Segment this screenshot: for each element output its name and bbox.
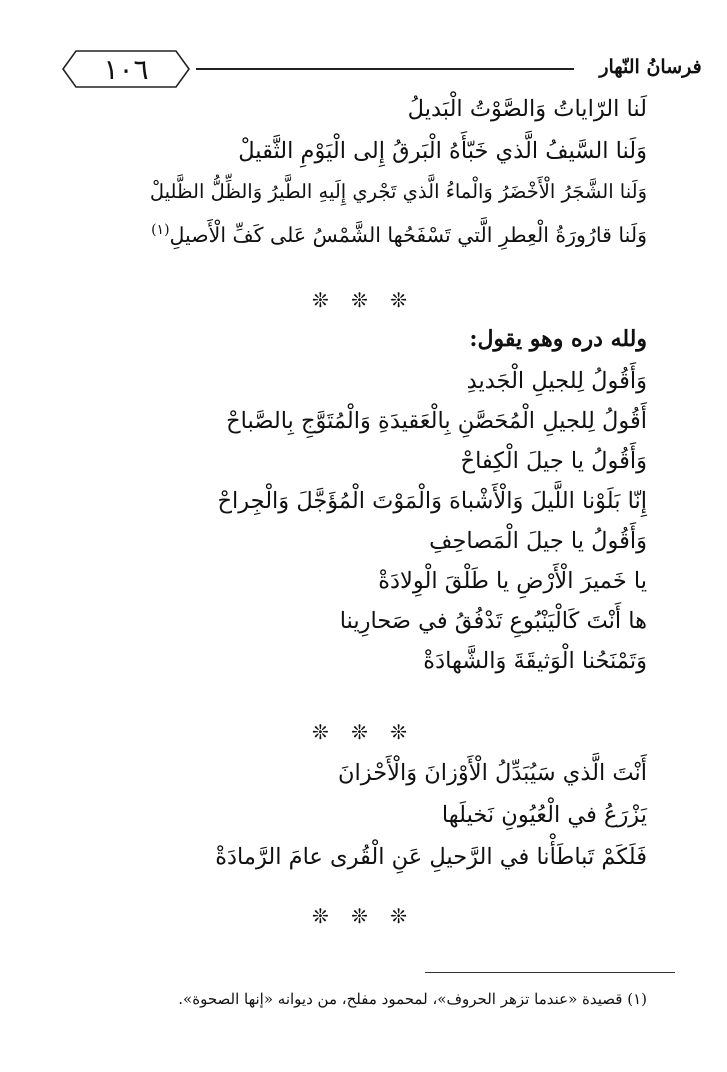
verse-line: يَزْرَعُ في الْعُيُونِ نَخيلَها [441, 802, 647, 828]
verse-line: أَقُولُ لِلجيلِ الْمُحَصَّنِ بِالْعَقيدَةِ وَالْمُتَوَّجِ بِالصَّباحْ [226, 408, 647, 434]
footnote-marker: (١) [151, 222, 170, 238]
verse-line: وَأَقُولُ يا جيلَ الْكِفاحْ [460, 448, 647, 474]
verse-line: ها أَنْتَ كَالْيَنْبُوعِ تَدْفُقُ في صَحارِينا [339, 608, 647, 634]
verse-line: أَنْتَ الَّذي سَيُبَدِّلُ الْأَوْزانَ وَالْأَحْزانَ [338, 760, 647, 786]
stanza-3 [150, 760, 647, 886]
page-number [62, 50, 190, 88]
section-separator: ❊ ❊ ❊ [312, 288, 415, 312]
verse-line: فَلَكَمْ تَباطَأْنا في الرَّحيلِ عَنِ الْقُرى عامَ الرَّمادَةْ [215, 844, 647, 870]
verse-line: وَأَقُولُ لِلجيلِ الْجَديدِ [466, 368, 647, 394]
section-separator: ❊ ❊ ❊ [312, 904, 415, 928]
stanza-1 [150, 96, 647, 264]
verse-line: يا خَميرَ الْأَرْضِ يا طَلْقَ الْوِلادَةْ [378, 568, 647, 594]
intro-text: ولله دره وهو يقول: [469, 326, 647, 352]
footnote: (١) قصيدة «عندما تزهر الحروف»، لمحمود مفلح، من ديوانه «إنها الصحوة». [178, 990, 647, 1008]
verse-line [150, 222, 647, 264]
footnote-rule [425, 972, 675, 973]
verse-line: وَتَمْنَحُنا الْوَثيقَةَ وَالشَّهادَةْ [423, 648, 647, 674]
verse-line: وَلَنا الشَّجَرُ الْأَخْضَرُ وَالْماءُ الَّذي تَجْري إِلَيهِ الطَّيرُ وَالظِّلُّ الظَّليلْ [149, 180, 647, 203]
verse-line: لَنا الرّاياتُ وَالصَّوْتُ الْبَديلُ [407, 96, 647, 122]
stanza-2 [150, 368, 647, 688]
verse-line: وَلَنا السَّيفُ الَّذي خَبّأَهُ الْبَرقُ إِلى الْيَوْمِ الثَّقيلْ [238, 138, 647, 164]
verse-text: وَلَنا قارُورَةُ الْعِطرِ الَّتي تَسْفَحُها الشَّمْسُ عَلى كَفِّ الْأَصيلِ [169, 222, 647, 247]
verse-line: وَأَقُولُ يا جيلَ الْمَصاحِفِ [429, 528, 647, 554]
section-separator: ❊ ❊ ❊ [312, 720, 415, 744]
page-number-text: ١٠٦ [103, 52, 149, 86]
running-title: فرسانُ النّهار [599, 56, 702, 78]
verse-line: إِنّا بَلَوْنا اللَّيلَ وَالْأَشْباهَ وَالْمَوْتَ الْمُؤَجَّلَ وَالْجِراحْ [217, 488, 647, 514]
header-rule [196, 68, 574, 70]
